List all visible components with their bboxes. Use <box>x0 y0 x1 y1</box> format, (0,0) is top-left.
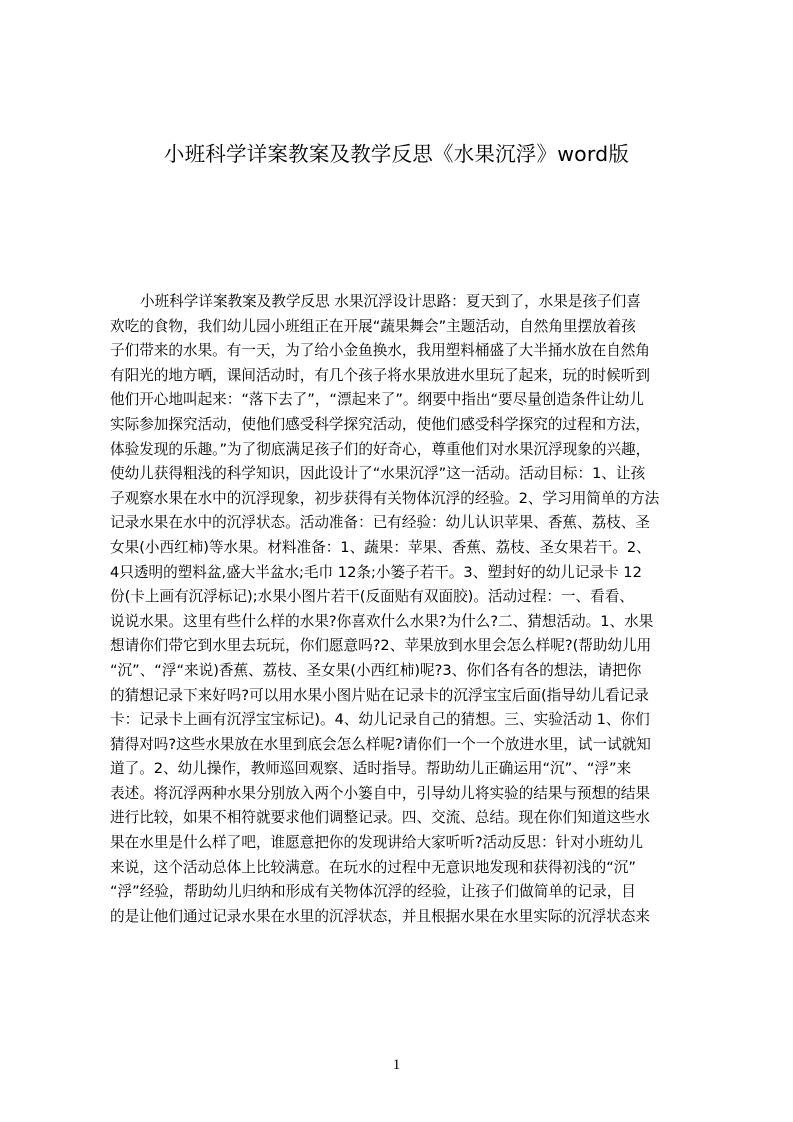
body-line: 进行比较，如果不相符就要求他们调整记录。四、交流、总结。现在你们知道这些水 <box>110 809 650 827</box>
body-line: 的是让他们通过记录水果在水里的沉浮状态，并且根据水果在水里实际的沉浮状态来 <box>110 907 650 925</box>
body-line: “沉”、“浮“来说)香蕉、荔枝、圣女果(小西红柿)呢?3、你们各有各的想法，请把你 <box>110 661 642 679</box>
body-line: 女果(小西红柿)等水果。材料准备：1、蔬果：苹果、香蕉、荔枝、圣女果若干。2、 <box>110 538 651 556</box>
body-line: 想请你们带它到水里去玩玩，你们愿意吗?2、苹果放到水里会怎么样呢?(帮助幼儿用 <box>110 637 652 655</box>
document-body <box>110 290 698 929</box>
body-line: 有阳光的地方晒，课间活动时，有几个孩子将水果放进水里玩了起来，玩的时候听到 <box>110 366 650 384</box>
page-number: 1 <box>392 1057 401 1073</box>
document-title: 小班科学详案教案及教学反思《水果沉浮》word版 <box>163 142 630 166</box>
body-line: 4只透明的塑料盆,盛大半盆水;毛巾 12条;小篓子若干。3、塑封好的幼儿记录卡 12 <box>110 563 642 581</box>
body-line: 的猜想记录下来好吗?可以用水果小图片贴在记录卡的沉浮宝宝后面(指导幼儿看记录 <box>110 686 649 704</box>
body-line: 欢吃的食物，我们幼儿园小班组正在开展“蔬果舞会”主题活动，自然角里摆放着孩 <box>110 317 636 335</box>
body-line: 说说水果。这里有些什么样的水果?你喜欢什么水果?为什么?二、猜想活动。1、水果 <box>110 612 654 630</box>
body-line: 他们开心地叫起来：“落下去了”，“漂起来了”。纲要中指出“要尽量创造条件让幼儿 <box>110 391 644 409</box>
body-line: 道了。2、幼儿操作，教师巡回观察、适时指导。帮助幼儿正确运用“沉”、“浮”来 <box>110 760 632 778</box>
body-line: 来说，这个活动总体上比较满意。在玩水的过程中无意识地发现和获得初浅的“沉” <box>110 858 636 876</box>
body-line: 体验发现的乐趣。”为了彻底满足孩子们的好奇心，尊重他们对水果沉浮现象的兴趣， <box>110 440 651 458</box>
body-line: 卡：记录卡上画有沉浮宝宝标记)。4、幼儿记录自己的猜想。三、实验活动 1、你们 <box>110 711 650 729</box>
body-line: “浮”经验，帮助幼儿归纳和形成有关物体沉浮的经验，让孩子们做简单的记录，目 <box>110 883 636 901</box>
body-line: 记录水果在水中的沉浮状态。活动准备：已有经验：幼儿认识苹果、香蕉、荔枝、圣 <box>110 514 650 532</box>
body-line: 份(卡上画有沉浮标记);水果小图片若干(反面贴有双面胶)。活动过程：一、看看、 <box>110 588 634 606</box>
body-line: 子们带来的水果。有一天，为了给小金鱼换水，我用塑料桶盛了大半捅水放在自然角 <box>110 342 650 360</box>
body-line: 小班科学详案教案及教学反思 水果沉浮设计思路：夏天到了，水果是孩子们喜 <box>140 293 641 310</box>
body-line: 果在水里是什么样了吧，谁愿意把你的发现讲给大家听听?活动反思：针对小班幼儿 <box>110 834 644 852</box>
body-line: 实际参加探究活动，使他们感受科学探究活动，使他们感受科学探究的过程和方法， <box>110 415 650 433</box>
body-line: 使幼儿获得粗浅的科学知识，因此设计了“水果沉浮”这一活动。活动目标：1、让孩 <box>110 465 646 483</box>
body-line: 猜得对吗?这些水果放在水里到底会怎么样呢?请你们一个一个放进水里，试一试就知 <box>110 735 651 753</box>
body-line: 表述。将沉浮两种水果分别放入两个小篓自中，引导幼儿将实验的结果与预想的结果 <box>110 784 650 802</box>
body-line: 子观察水果在水中的沉浮现象，初步获得有关物体沉浮的经验。2、学习用简单的方法 <box>110 489 660 507</box>
